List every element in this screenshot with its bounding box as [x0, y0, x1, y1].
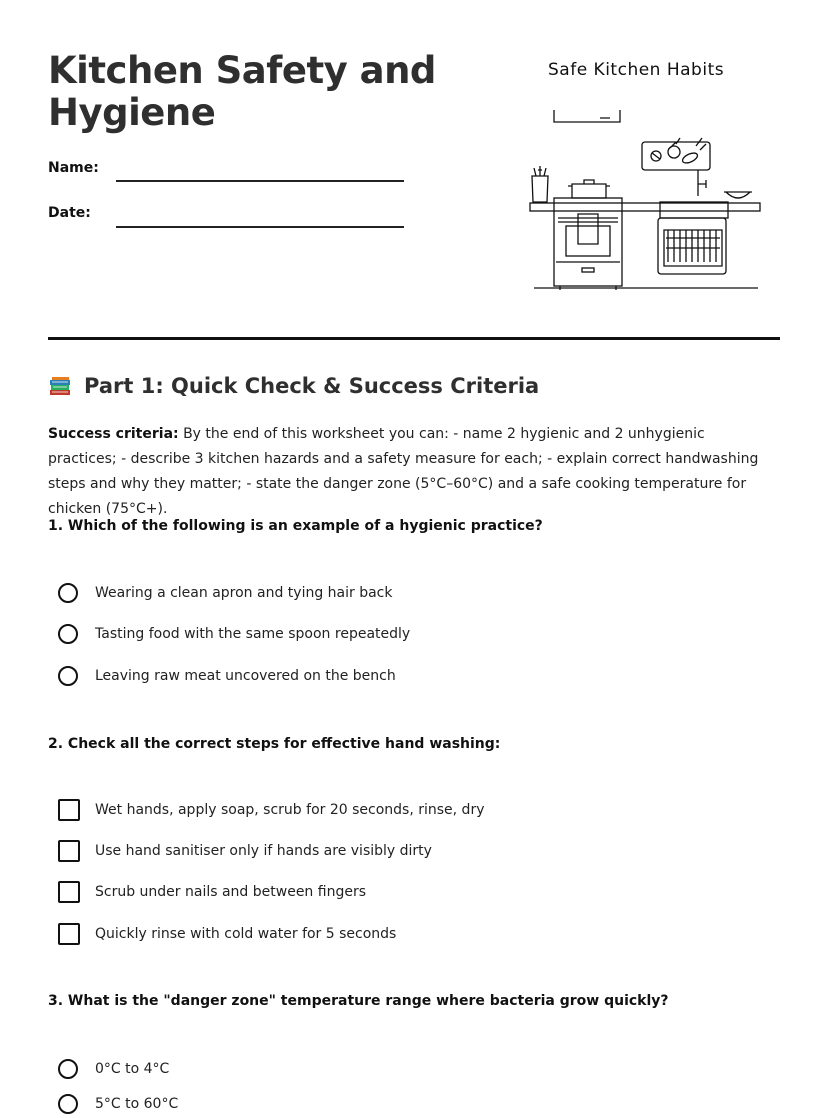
date-label: Date:	[48, 205, 91, 221]
question-1: 1. Which of the following is an example of a hygienic practice?	[48, 518, 543, 534]
q2-option-4[interactable]	[58, 922, 397, 946]
option-label: 0°C to 4°C	[95, 1061, 170, 1077]
option-label: Use hand sanitiser only if hands are visibly dirty	[95, 843, 432, 859]
option-label: Wet hands, apply soap, scrub for 20 seconds, rinse, dry	[95, 802, 485, 818]
q3-option-1[interactable]	[58, 1057, 170, 1081]
part1-title-text: Part 1: Quick Check & Success Criteria	[84, 374, 540, 398]
q1-option-3[interactable]	[58, 664, 396, 688]
q2-option-2[interactable]	[58, 839, 432, 863]
books-icon	[48, 374, 72, 398]
title-line-1: Kitchen Safety and	[48, 49, 436, 92]
date-field-line[interactable]	[116, 226, 404, 228]
checkbox[interactable]	[58, 799, 80, 821]
q2-option-1[interactable]	[58, 798, 485, 822]
radio-button[interactable]	[58, 583, 78, 603]
q3-option-2[interactable]	[58, 1092, 179, 1116]
section-divider	[48, 337, 780, 340]
radio-button[interactable]	[58, 1094, 78, 1114]
q1-option-1[interactable]	[58, 581, 393, 605]
name-label: Name:	[48, 160, 99, 176]
checkbox[interactable]	[58, 881, 80, 903]
kitchen-illustration	[526, 98, 766, 294]
option-label: Leaving raw meat uncovered on the bench	[95, 668, 396, 684]
question-3: 3. What is the "danger zone" temperature range where bacteria grow quickly?	[48, 993, 669, 1009]
criteria-label: Success criteria:	[48, 426, 179, 442]
option-label: Tasting food with the same spoon repeatedly	[95, 626, 411, 642]
title-line-2: Hygiene	[48, 91, 216, 134]
q2-option-3[interactable]	[58, 880, 366, 904]
criteria-text: By the end of this worksheet you can: - name 2 hygienic and 2 unhygienic practices; - describe 3 kitchen hazards and a safety measure for each; - explain correct handwashing steps and why they matter; - state the danger zone (5°C–60°C) and a safe cooking temperature for chicken (75°C+).	[48, 426, 759, 517]
option-label: Wearing a clean apron and tying hair back	[95, 585, 393, 601]
checkbox[interactable]	[58, 840, 80, 862]
radio-button[interactable]	[58, 666, 78, 686]
option-label: 5°C to 60°C	[95, 1096, 179, 1112]
question-2: 2. Check all the correct steps for effective hand washing:	[48, 736, 501, 752]
illustration-title: Safe Kitchen Habits	[548, 60, 725, 80]
part1-title	[48, 374, 539, 398]
name-field-line[interactable]	[116, 180, 404, 182]
option-label: Quickly rinse with cold water for 5 seconds	[95, 926, 397, 942]
option-label: Scrub under nails and between fingers	[95, 884, 366, 900]
success-criteria	[48, 422, 776, 522]
radio-button[interactable]	[58, 1059, 78, 1079]
radio-button[interactable]	[58, 624, 78, 644]
worksheet-title	[48, 50, 468, 134]
checkbox[interactable]	[58, 923, 80, 945]
q1-option-2[interactable]	[58, 622, 411, 646]
